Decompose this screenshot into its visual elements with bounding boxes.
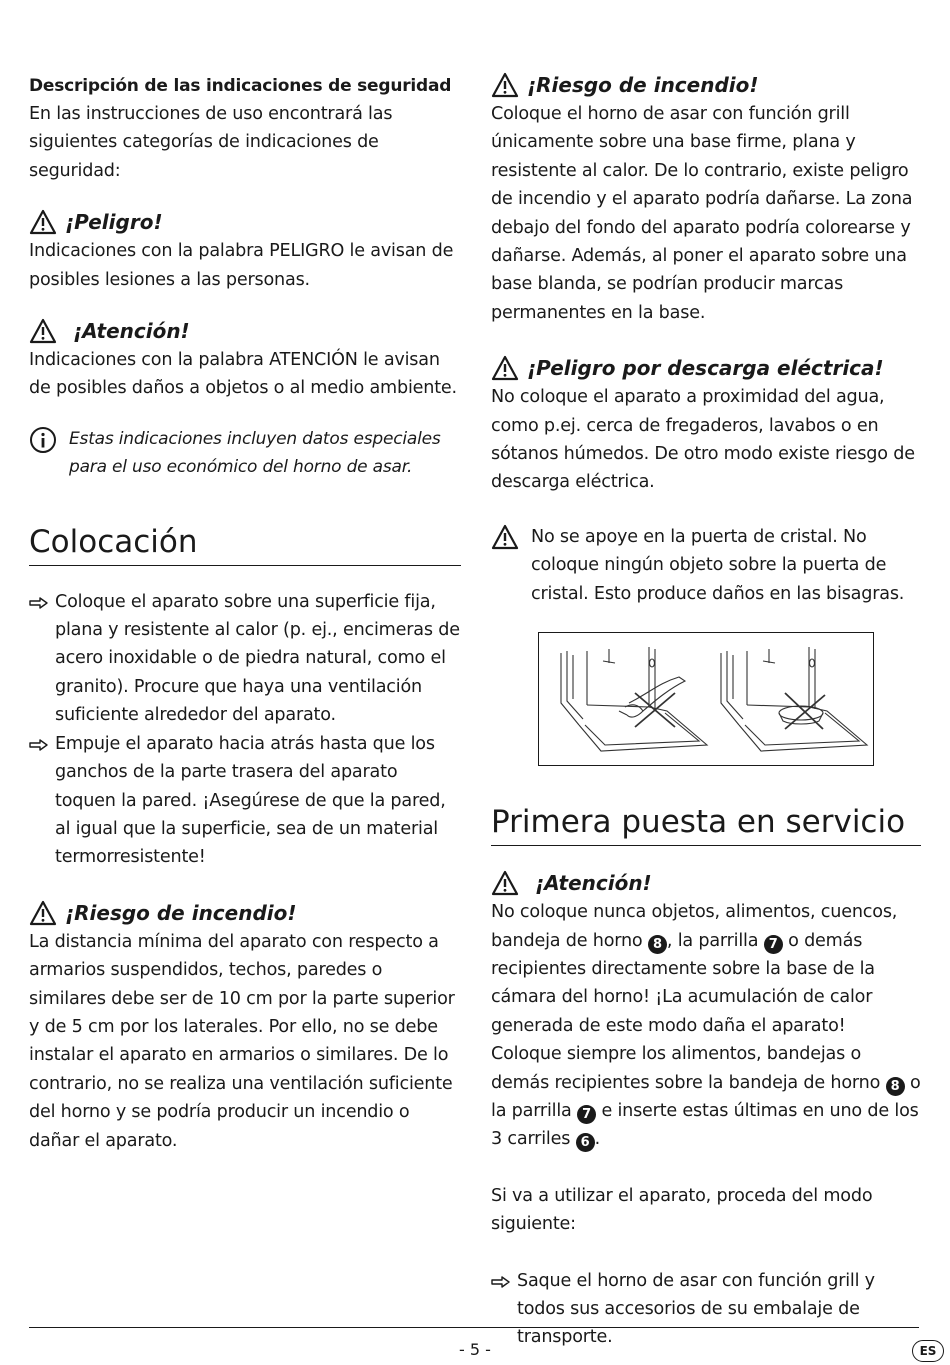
info-icon	[29, 426, 57, 454]
riesgo-title: ¡Riesgo de incendio!	[527, 73, 759, 97]
warning-triangle-icon	[491, 72, 519, 98]
peligro-heading	[29, 207, 461, 237]
intro-title: Descripción de las indicaciones de seguridad	[29, 76, 452, 96]
colocacion-bullet-2: Empuje el aparato hacia atrás hasta que los ganchos de la parte trasera del aparato toquen la pared. ¡Asegúrese de que la pared, al igual que la superficie, sea de un material termorresistente!	[55, 733, 446, 868]
arrow-right-icon	[491, 1267, 513, 1352]
arrow-right-icon	[29, 730, 51, 872]
atencion-heading	[29, 316, 461, 346]
warning-triangle-icon	[491, 355, 519, 381]
list-item	[29, 588, 461, 730]
riesgo-title: ¡Riesgo de incendio!	[65, 900, 297, 925]
peligro-text: Indicaciones con la palabra PELIGRO le avisan de posibles lesiones a las personas.	[29, 241, 454, 290]
intro-text: En las instrucciones de uso encontrará las siguientes categorías de indicaciones de seguridad:	[29, 104, 393, 181]
right-column	[491, 70, 921, 1352]
footer-divider	[29, 1327, 919, 1328]
peligro-title: ¡Peligro!	[65, 210, 163, 235]
descarga-title: ¡Peligro por descarga eléctrica!	[527, 356, 884, 381]
warning-triangle-icon	[29, 318, 57, 344]
riesgo-heading	[491, 70, 921, 100]
puerta-text: No se apoye en la puerta de cristal. No coloque ningún objeto sobre la puerta de cristal. Esto produce daños en las bisagras.	[531, 526, 905, 604]
list-item	[491, 1267, 921, 1352]
warning-triangle-icon	[29, 209, 57, 235]
oven-door-illustration	[538, 632, 874, 766]
warning-triangle-icon	[491, 870, 519, 896]
info-text: Estas indicaciones incluyen datos especiales para el uso económico del horno de asar.	[69, 428, 441, 478]
info-note	[29, 425, 461, 482]
primera-section-title: Primera puesta en servicio	[491, 800, 921, 846]
part-number-badge: 8	[886, 1077, 905, 1096]
arrow-right-icon	[29, 588, 51, 730]
colocacion-section-title: Colocación	[29, 520, 461, 566]
oven-door-drawing	[539, 633, 873, 765]
colocacion-bullet-1: Coloque el aparato sobre una superficie fija, plana y resistente al calor (p. ej., encimeras de acero inoxidable o de piedra natural, como el granito). Procure que haya una ventilación suficiente alrededor del aparato.	[55, 591, 460, 726]
atencion-text: No coloque nunca objetos, alimentos, cuencos, bandeja de horno 8 , la parrilla 7 o demás recipientes directamente sobre la base de la cámara del horno! ¡La acumulación de calor generada de este modo daña el aparato! Coloque siempre los alimentos, bandejas o demás recipientes sobre la bandeja de horno 8 o la parrilla 7 e inserte estas últimas en uno de los 3 carriles 6 .	[491, 902, 921, 1151]
atencion-title: ¡Atención!	[535, 871, 652, 896]
left-column	[29, 70, 461, 1155]
part-number-badge: 6	[576, 1133, 595, 1152]
puerta-warning	[491, 523, 921, 608]
primera-bullet-1: Saque el horno de asar con función grill y todos sus accesorios de su embalaje de transporte.	[517, 1270, 875, 1348]
page-number: - 5 -	[459, 1340, 491, 1359]
procedure-text: Si va a utilizar el aparato, proceda del modo siguiente:	[491, 1185, 873, 1235]
descarga-text: No coloque el aparato a proximidad del agua, como p.ej. cerca de fregaderos, lavabos o en sótanos húmedos. De otro modo existe riesgo de descarga eléctrica.	[491, 387, 915, 493]
language-badge: ES	[912, 1340, 944, 1362]
list-item	[29, 730, 461, 872]
warning-triangle-icon	[491, 524, 519, 550]
riesgo-text: Coloque el horno de asar con función grill únicamente sobre una base firme, plana y resistente al calor. De lo contrario, existe peligro de incendio y el aparato podría dañarse. La zona debajo del fondo del aparato podría colorearse y dañarse. Además, al poner el aparato sobre una base blanda, se podrían producir marcas permanentes en la base.	[491, 104, 913, 323]
part-number-badge: 8	[648, 935, 667, 954]
part-number-badge: 7	[577, 1105, 596, 1124]
atencion-heading	[491, 868, 921, 898]
atencion-title: ¡Atención!	[73, 319, 190, 344]
warning-triangle-icon	[29, 900, 57, 926]
atencion-text: Indicaciones con la palabra ATENCIÓN le avisan de posibles daños a objetos o al medio ambiente.	[29, 350, 457, 399]
riesgo-text: La distancia mínima del aparato con respecto a armarios suspendidos, techos, paredes o similares debe ser de 10 cm por la parte superior y de 5 cm por los laterales. Por ello, no se debe instalar el aparato en armarios o similares. De lo contrario, no se realiza una ventilación suficiente del horno y se podría producir un incendio o dañar el aparato.	[29, 931, 455, 1151]
part-number-badge: 7	[764, 935, 783, 954]
riesgo-heading	[29, 898, 461, 928]
descarga-heading	[491, 353, 921, 383]
